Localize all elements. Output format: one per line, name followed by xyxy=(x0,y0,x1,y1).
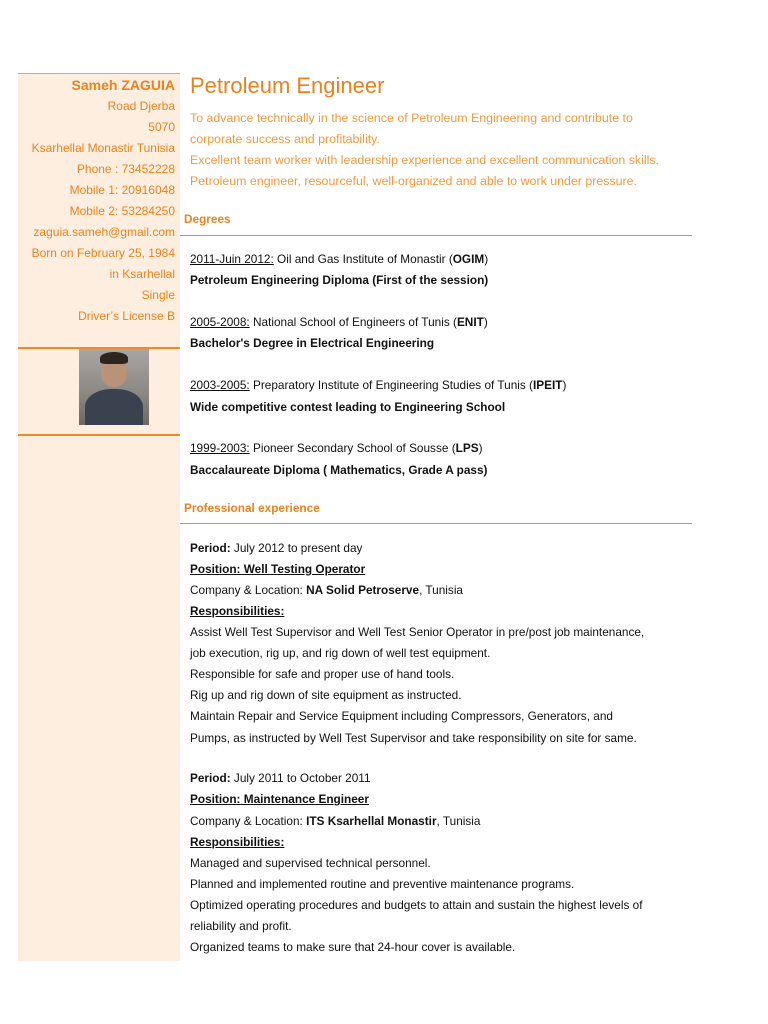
birth-place: in Ksarhellal xyxy=(109,267,175,281)
degree-school-abbr: ENIT xyxy=(456,315,484,329)
birth-date: Born on February 25, 1984 xyxy=(31,246,175,260)
degree-school-abbr: LPS xyxy=(455,441,479,455)
job-responsibility: Assist Well Test Supervisor and Well Test Senior Operator in pre/post job maintenance, xyxy=(190,625,645,639)
degree-school: Preparatory Institute of Engineering Studies of Tunis ( xyxy=(252,378,533,392)
job-company-name: NA Solid Petroserve xyxy=(306,583,420,597)
profile-photo xyxy=(79,349,149,425)
job-responsibility: Organized teams to make sure that 24-hour cover is available. xyxy=(190,940,516,954)
degree-school-close: ) xyxy=(484,252,489,266)
degree-school: Pioneer Secondary School of Sousse ( xyxy=(252,441,456,455)
job-company-name: ITS Ksarhellal Monastir xyxy=(306,814,437,828)
sidebar-divider xyxy=(18,434,180,436)
address-street: Road Djerba xyxy=(107,99,175,113)
degree-period: 2011-Juin 2012: xyxy=(190,252,274,266)
degree-entry xyxy=(190,249,488,270)
job-responsibility: reliability and profit. xyxy=(190,919,292,933)
degree-school-close: ) xyxy=(483,315,488,329)
job-responsibility: Maintain Repair and Service Equipment including Compressors, Generators, and xyxy=(190,709,613,723)
job-location: , Tunisia xyxy=(419,583,463,597)
job-responsibility: Optimized operating procedures and budgets to attain and sustain the highest levels of xyxy=(190,898,643,912)
job-responsibility: Responsible for safe and proper use of hand tools. xyxy=(190,667,455,681)
job-responsibilities-label: Responsibilities: xyxy=(190,835,285,849)
section-heading-degrees: Degrees xyxy=(184,212,231,226)
email-link[interactable]: zaguia.sameh@gmail.com xyxy=(33,225,175,239)
degree-school-abbr: IPEIT xyxy=(533,378,563,392)
job-responsibility: Rig up and rig down of site equipment as instructed. xyxy=(190,688,462,702)
job-company xyxy=(190,580,463,601)
degree-diploma: Bachelor's Degree in Electrical Engineering xyxy=(190,336,435,350)
drivers-license: Driver’s License B xyxy=(78,309,175,323)
objective xyxy=(190,108,690,192)
sidebar-top-rule xyxy=(18,73,180,74)
address-postcode: 5070 xyxy=(148,120,175,134)
section-rule xyxy=(180,235,692,236)
page-title: Petroleum Engineer xyxy=(190,73,385,98)
degree-school-abbr: OGIM xyxy=(452,252,485,266)
degree-diploma: Baccalaureate Diploma ( Mathematics, Grade A pass) xyxy=(190,463,488,477)
job-position: Position: Well Testing Operator xyxy=(190,562,366,576)
marital-status: Single xyxy=(141,288,175,302)
job-period xyxy=(190,768,371,789)
section-rule xyxy=(180,523,692,524)
degree-school: Oil and Gas Institute of Monastir ( xyxy=(277,252,453,266)
degree-school-close: ) xyxy=(562,378,567,392)
degree-entry xyxy=(190,375,566,396)
job-period-label: Period: xyxy=(190,541,231,555)
contact-block xyxy=(32,75,175,327)
section-heading-experience: Professional experience xyxy=(184,501,320,515)
objective-line: To advance technically in the science of Petroleum Engineering and contribute to xyxy=(190,111,633,125)
job-responsibilities-label: Responsibilities: xyxy=(190,604,285,618)
degree-diploma: Petroleum Engineering Diploma (First of the session) xyxy=(190,273,489,287)
job-company xyxy=(190,811,480,832)
sidebar xyxy=(18,73,180,961)
objective-line: Excellent team worker with leadership experience and excellent communication skills. xyxy=(190,153,659,167)
job-responsibility: Pumps, as instructed by Well Test Supervisor and take responsibility on site for same. xyxy=(190,731,637,745)
degree-entry xyxy=(190,438,483,459)
job-period-label: Period: xyxy=(190,771,231,785)
address-city: Ksarhellal Monastir Tunisia xyxy=(31,141,175,155)
objective-line: corporate success and profitability. xyxy=(190,132,380,146)
job-position: Position: Maintenance Engineer xyxy=(190,792,369,806)
degree-school: National School of Engineers of Tunis ( xyxy=(252,315,457,329)
objective-line: Petroleum engineer, resourceful, well-organized and able to work under pressure. xyxy=(190,174,638,188)
degree-school-close: ) xyxy=(478,441,483,455)
job-responsibility: Planned and implemented routine and preventive maintenance programs. xyxy=(190,877,575,891)
job-responsibility: Managed and supervised technical personnel. xyxy=(190,856,431,870)
phone: Phone : 73452228 xyxy=(76,162,175,176)
degree-period: 2005-2008: xyxy=(190,315,250,329)
candidate-name: Sameh ZAGUIA xyxy=(71,77,175,93)
degree-entry xyxy=(190,312,488,333)
mobile-1: Mobile 1: 20916048 xyxy=(69,183,175,197)
job-period xyxy=(190,538,362,559)
degree-period: 2003-2005: xyxy=(190,378,250,392)
mobile-2: Mobile 2: 53284250 xyxy=(69,204,175,218)
job-company-label: Company & Location: xyxy=(190,583,307,597)
job-location: , Tunisia xyxy=(436,814,481,828)
job-responsibility: job execution, rig up, and rig down of well test equipment. xyxy=(190,646,491,660)
degree-period: 1999-2003: xyxy=(190,441,250,455)
job-company-label: Company & Location: xyxy=(190,814,307,828)
job-period-value: July 2012 to present day xyxy=(230,541,363,555)
degree-diploma: Wide competitive contest leading to Engineering School xyxy=(190,400,506,414)
job-period-value: July 2011 to October 2011 xyxy=(230,771,371,785)
